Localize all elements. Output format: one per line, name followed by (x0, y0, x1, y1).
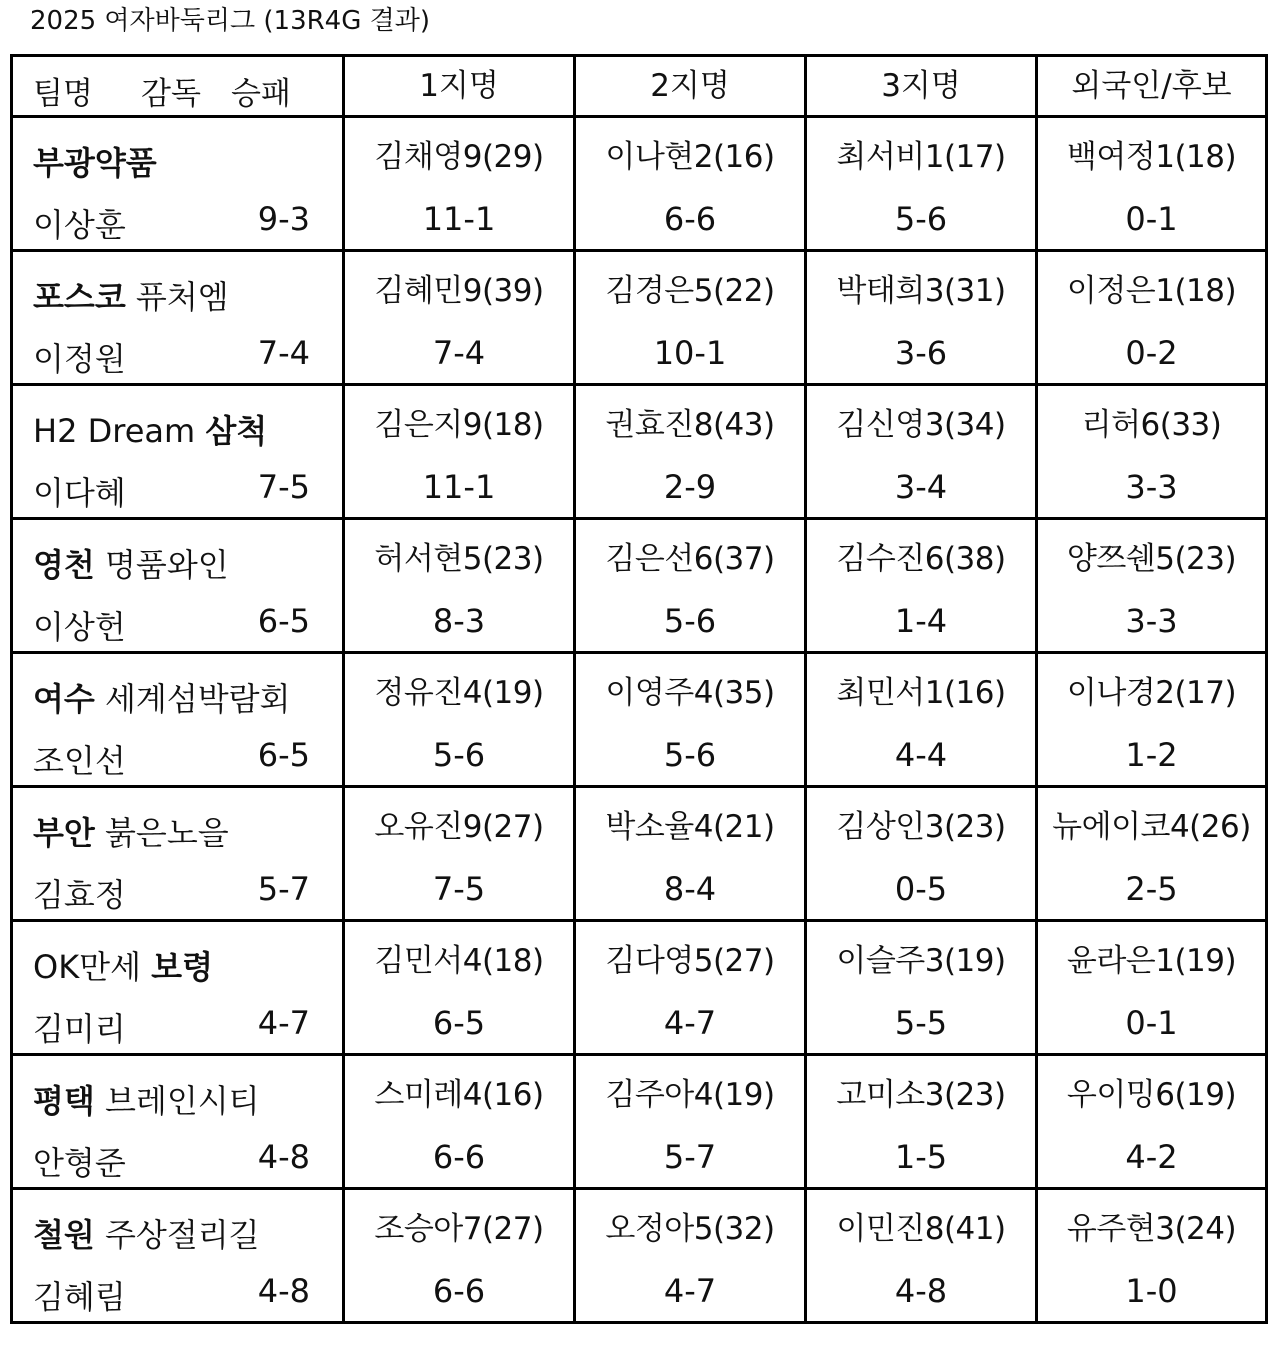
header-pick1: 1지명 (344, 56, 575, 117)
coach-name: 이정원 (33, 340, 126, 378)
player-name: 박태희3(31) (836, 273, 1006, 309)
coach-name: 이상훈 (33, 206, 126, 244)
player-cell-3 (806, 1189, 1037, 1323)
player-name: 오정아5(32) (605, 1211, 775, 1247)
player-name: 양쯔쉔5(23) (1066, 541, 1237, 577)
player-record: 0-2 (1125, 334, 1178, 372)
player-record: 2-9 (663, 468, 717, 506)
player-cell-3 (806, 921, 1037, 1055)
player-cell-2 (575, 251, 806, 385)
team-cell (12, 117, 344, 251)
player-cell-1 (344, 787, 575, 921)
team-name (33, 272, 229, 318)
team-name (33, 406, 267, 452)
player-record: 5-6 (663, 602, 717, 640)
player-name: 김다영5(27) (605, 943, 775, 979)
team-name-bold: 부광약품 (33, 144, 157, 182)
player-record: 4-4 (894, 736, 948, 774)
standings-table (10, 54, 1268, 1324)
team-name-bold: 부안 (33, 814, 95, 852)
player-name: 박소율4(21) (605, 809, 775, 845)
team-name-bold: 보령 (151, 948, 213, 986)
team-row (12, 1055, 1267, 1189)
player-record: 7-5 (432, 870, 486, 908)
team-name (33, 1210, 260, 1256)
team-row (12, 117, 1267, 251)
player-record: 3-6 (894, 334, 948, 372)
player-name: 김수진6(38) (836, 541, 1006, 577)
team-cell (12, 251, 344, 385)
page-title: 2025 여자바둑리그 (13R4G 결과) (30, 6, 431, 36)
player-name: 스미레4(16) (374, 1077, 544, 1113)
team-name (33, 808, 229, 854)
player-name: 정유진4(19) (374, 675, 544, 711)
team-row (12, 921, 1267, 1055)
player-record: 4-2 (1125, 1138, 1178, 1176)
header-pick3: 3지명 (806, 56, 1037, 117)
team-record: 4-7 (257, 1004, 310, 1042)
header-pick4: 외국인/후보 (1037, 56, 1267, 117)
team-cell (12, 1055, 344, 1189)
player-name: 이나현2(16) (605, 139, 775, 175)
player-record: 0-5 (894, 870, 948, 908)
player-cell-3 (806, 1055, 1037, 1189)
player-cell-1 (344, 117, 575, 251)
header-row (12, 56, 1267, 117)
player-record: 6-6 (432, 1272, 486, 1310)
player-name: 이영주4(35) (605, 675, 775, 711)
player-record: 5-5 (894, 1004, 948, 1042)
team-record: 9-3 (257, 200, 310, 238)
player-record: 1-5 (894, 1138, 948, 1176)
player-cell-4 (1037, 1055, 1267, 1189)
player-cell-3 (806, 787, 1037, 921)
coach-name: 김미리 (33, 1010, 126, 1048)
player-name: 김상인3(23) (836, 809, 1006, 845)
team-name-rest: 브레인시티 (105, 1082, 260, 1120)
player-name: 허서현5(23) (374, 541, 544, 577)
player-record: 11-1 (422, 200, 496, 238)
player-record: 2-5 (1125, 870, 1178, 908)
player-record: 6-6 (432, 1138, 486, 1176)
player-record: 4-8 (894, 1272, 948, 1310)
player-cell-1 (344, 251, 575, 385)
team-name (33, 1076, 260, 1122)
header-record: 승패 (231, 76, 291, 112)
player-cell-1 (344, 1055, 575, 1189)
team-row (12, 385, 1267, 519)
header-team-cell (12, 56, 344, 117)
header-team: 팀명 (33, 76, 93, 112)
team-record: 7-5 (257, 468, 310, 506)
player-record: 11-1 (422, 468, 496, 506)
player-cell-3 (806, 519, 1037, 653)
player-name: 리허6(33) (1081, 407, 1222, 443)
player-record: 8-4 (663, 870, 717, 908)
player-cell-3 (806, 653, 1037, 787)
player-cell-4 (1037, 251, 1267, 385)
team-row (12, 787, 1267, 921)
player-name: 김혜민9(39) (374, 273, 544, 309)
team-name-rest: 명품와인 (105, 546, 229, 584)
player-cell-1 (344, 653, 575, 787)
player-name: 이정은1(18) (1066, 273, 1237, 309)
team-row (12, 251, 1267, 385)
team-cell (12, 921, 344, 1055)
team-name-bold: 평택 (33, 1082, 95, 1120)
team-row (12, 1189, 1267, 1323)
coach-name: 조인선 (33, 742, 126, 780)
player-name: 유주현3(24) (1066, 1211, 1237, 1247)
player-cell-2 (575, 653, 806, 787)
player-cell-1 (344, 385, 575, 519)
team-row (12, 653, 1267, 787)
player-name: 김채영9(29) (374, 139, 544, 175)
team-record: 4-8 (257, 1138, 310, 1176)
player-record: 1-0 (1125, 1272, 1178, 1310)
player-record: 4-7 (663, 1004, 717, 1042)
player-cell-3 (806, 117, 1037, 251)
team-name-rest: 주상절리길 (105, 1216, 260, 1254)
team-name-rest: 세계섬박람회 (105, 680, 291, 718)
team-cell (12, 519, 344, 653)
player-record: 8-3 (432, 602, 486, 640)
player-name: 뉴에이코4(26) (1052, 809, 1251, 845)
team-record: 6-5 (257, 602, 310, 640)
player-cell-1 (344, 1189, 575, 1323)
player-name: 김신영3(34) (836, 407, 1006, 443)
team-name (33, 942, 213, 988)
team-name-bold: 철원 (33, 1216, 95, 1254)
player-cell-2 (575, 921, 806, 1055)
player-cell-3 (806, 251, 1037, 385)
team-name (33, 540, 229, 586)
player-record: 4-7 (663, 1272, 717, 1310)
team-name-bold: 영천 (33, 546, 95, 584)
player-cell-4 (1037, 117, 1267, 251)
team-cell (12, 787, 344, 921)
player-record: 3-3 (1125, 602, 1178, 640)
player-cell-4 (1037, 1189, 1267, 1323)
player-record: 0-1 (1125, 1004, 1178, 1042)
player-record: 6-6 (663, 200, 717, 238)
player-cell-2 (575, 117, 806, 251)
team-record: 6-5 (257, 736, 310, 774)
team-name (33, 674, 290, 720)
team-name (33, 138, 157, 184)
team-name-rest: 퓨처엠 (135, 278, 229, 316)
team-cell (12, 1189, 344, 1323)
coach-name: 이상헌 (33, 608, 126, 646)
header-pick2: 2지명 (575, 56, 806, 117)
team-name-bold: 포스코 (33, 278, 126, 316)
player-name: 윤라은1(19) (1066, 943, 1237, 979)
team-row (12, 519, 1267, 653)
player-cell-4 (1037, 519, 1267, 653)
player-record: 5-6 (663, 736, 717, 774)
player-record: 5-6 (432, 736, 486, 774)
header-coach: 감독 (141, 76, 201, 112)
player-record: 3-3 (1125, 468, 1178, 506)
player-name: 이슬주3(19) (836, 943, 1006, 979)
team-record: 7-4 (257, 334, 310, 372)
player-name: 김은지9(18) (374, 407, 544, 443)
player-name: 조승아7(27) (374, 1211, 544, 1247)
player-record: 3-4 (894, 468, 948, 506)
player-record: 5-6 (894, 200, 948, 238)
team-record: 4-8 (257, 1272, 310, 1310)
player-cell-2 (575, 1189, 806, 1323)
player-name: 이나경2(17) (1066, 675, 1237, 711)
team-name-rest: 붉은노을 (105, 814, 229, 852)
player-cell-1 (344, 921, 575, 1055)
player-name: 김은선6(37) (605, 541, 775, 577)
player-cell-4 (1037, 653, 1267, 787)
player-name: 이민진8(41) (836, 1211, 1006, 1247)
team-cell (12, 385, 344, 519)
player-cell-2 (575, 385, 806, 519)
player-record: 10-1 (653, 334, 727, 372)
team-name-rest: OK만세 (33, 948, 141, 986)
player-cell-2 (575, 519, 806, 653)
player-record: 5-7 (663, 1138, 717, 1176)
player-name: 최민서1(16) (836, 675, 1006, 711)
player-cell-3 (806, 385, 1037, 519)
player-name: 김민서4(18) (374, 943, 544, 979)
player-record: 1-2 (1125, 736, 1178, 774)
player-cell-4 (1037, 787, 1267, 921)
coach-name: 안형준 (33, 1144, 126, 1182)
player-name: 고미소3(23) (836, 1077, 1006, 1113)
player-record: 0-1 (1125, 200, 1178, 238)
player-name: 최서비1(17) (836, 139, 1006, 175)
team-name-rest: H2 Dream (33, 412, 196, 450)
player-name: 우이밍6(19) (1066, 1077, 1237, 1113)
player-name: 권효진8(43) (605, 407, 775, 443)
player-record: 6-5 (432, 1004, 486, 1042)
team-name-bold: 삼척 (205, 412, 268, 450)
player-record: 1-4 (894, 602, 948, 640)
player-cell-2 (575, 787, 806, 921)
player-name: 오유진9(27) (374, 809, 544, 845)
coach-name: 이다혜 (33, 474, 126, 512)
player-name: 김경은5(22) (605, 273, 775, 309)
player-cell-4 (1037, 921, 1267, 1055)
player-cell-4 (1037, 385, 1267, 519)
team-record: 5-7 (257, 870, 310, 908)
coach-name: 김혜림 (33, 1278, 126, 1316)
player-record: 7-4 (432, 334, 486, 372)
team-cell (12, 653, 344, 787)
player-name: 백여정1(18) (1066, 139, 1237, 175)
player-name: 김주아4(19) (605, 1077, 775, 1113)
team-name-bold: 여수 (33, 680, 95, 718)
coach-name: 김효정 (33, 876, 126, 914)
player-cell-1 (344, 519, 575, 653)
player-cell-2 (575, 1055, 806, 1189)
